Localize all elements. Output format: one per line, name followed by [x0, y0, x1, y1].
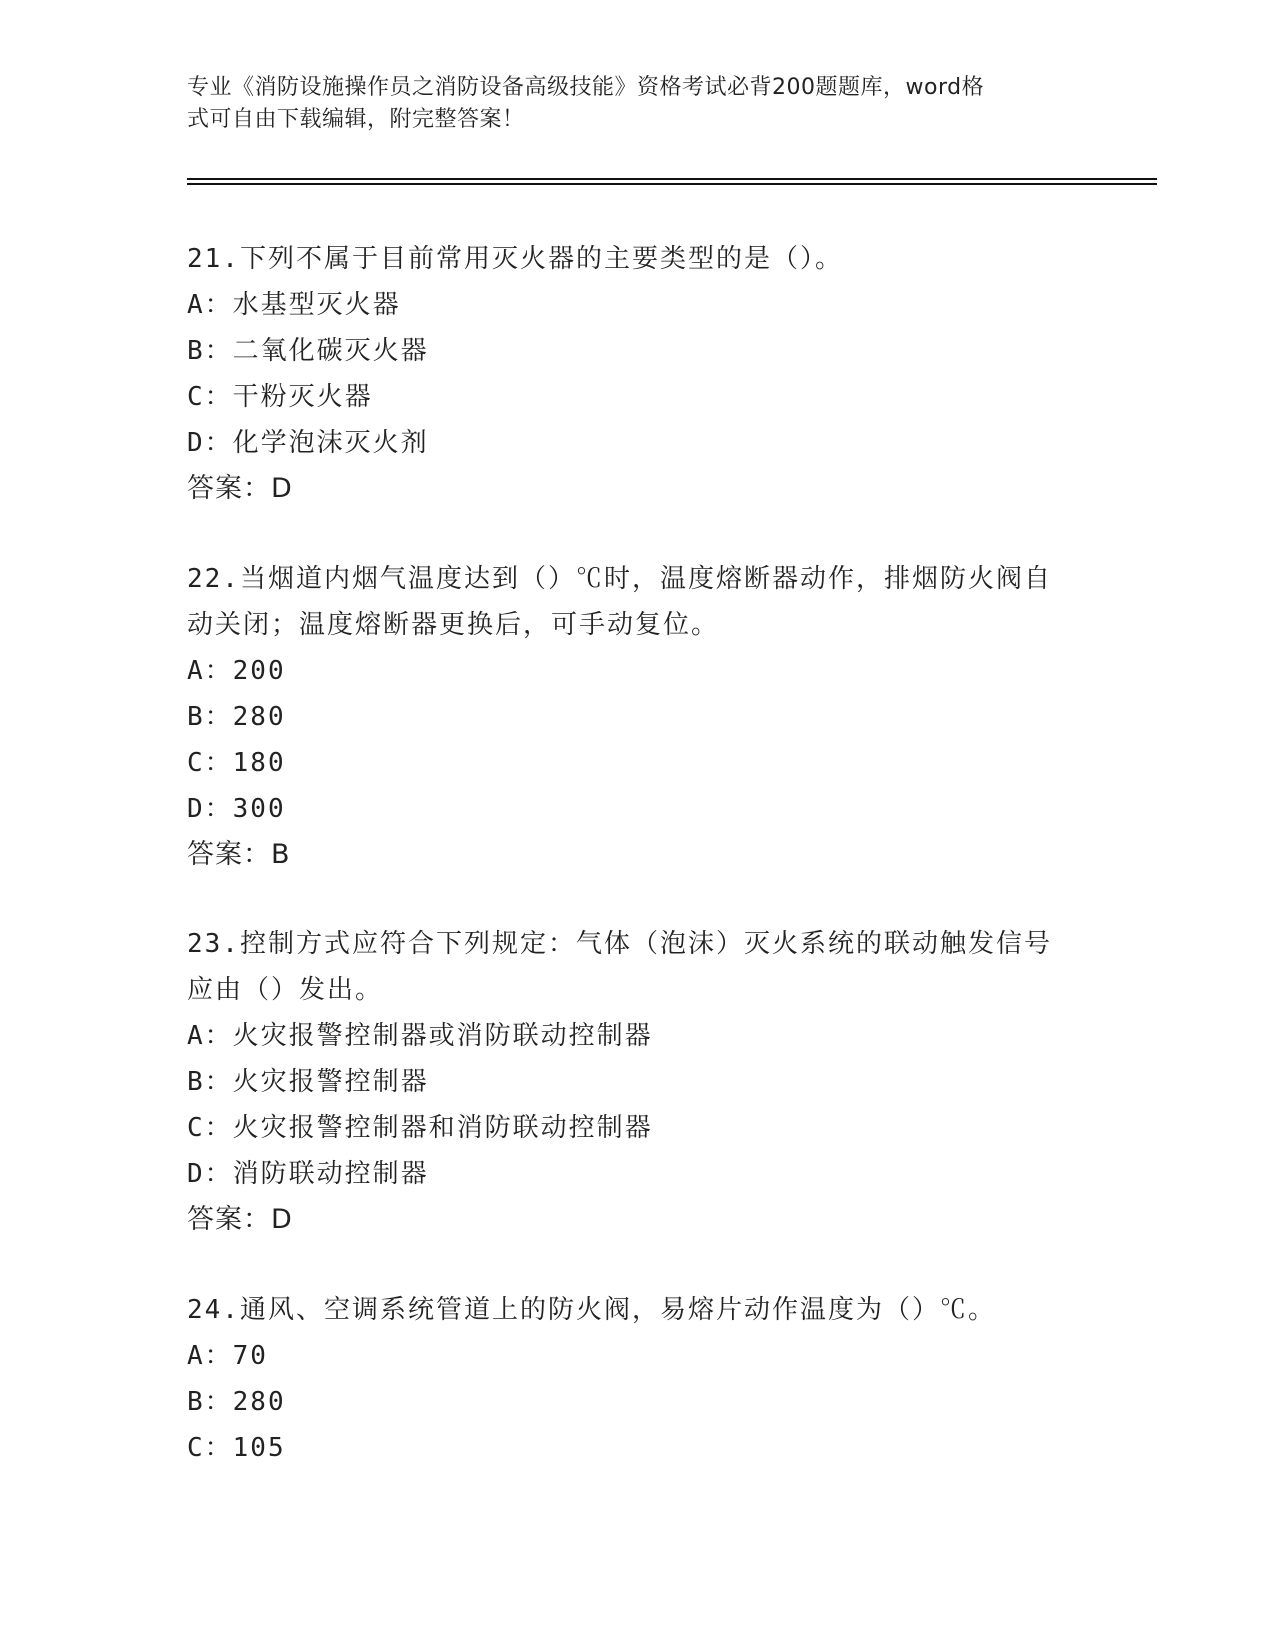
option-a: A：70 — [187, 1341, 268, 1371]
header-line-2: 式可自由下载编辑，附完整答案！ — [187, 107, 525, 132]
option-b: B：二氧化碳灭火器 — [187, 336, 429, 366]
question-stem-continued: 应由（）发出。 — [187, 975, 384, 1005]
question-stem: 22.当烟道内烟气温度达到（）℃时，温度熔断器动作，排烟防火阀自 — [187, 564, 1052, 594]
question-stem: 24.通风、空调系统管道上的防火阀，易熔片动作温度为（）℃。 — [187, 1295, 996, 1325]
option-b: B：280 — [187, 702, 286, 732]
option-a: A：200 — [187, 656, 286, 686]
option-c: C：火灾报警控制器和消防联动控制器 — [187, 1113, 653, 1143]
option-b: B：火灾报警控制器 — [187, 1067, 429, 1097]
header-divider-bottom — [187, 183, 1157, 185]
answer-line: 答案：B — [187, 839, 291, 870]
option-d: D：300 — [187, 794, 286, 824]
option-c: C：干粉灭火器 — [187, 382, 373, 412]
question-24 — [187, 1287, 1087, 1471]
option-a: A：水基型灭火器 — [187, 290, 401, 320]
question-stem: 21.下列不属于目前常用灭火器的主要类型的是（）。 — [187, 244, 843, 274]
header-divider-top — [187, 178, 1157, 180]
question-22 — [187, 556, 1087, 878]
document-header — [187, 72, 1067, 136]
question-stem-continued: 动关闭；温度熔断器更换后，可手动复位。 — [187, 610, 720, 640]
question-23 — [187, 921, 1087, 1243]
option-a: A：火灾报警控制器或消防联动控制器 — [187, 1021, 653, 1051]
option-d: D：化学泡沫灭火剂 — [187, 428, 429, 458]
question-21 — [187, 236, 1087, 512]
option-c: C：105 — [187, 1433, 286, 1463]
option-b: B：280 — [187, 1387, 286, 1417]
option-d: D：消防联动控制器 — [187, 1159, 429, 1189]
header-line-1: 专业《消防设施操作员之消防设备高级技能》资格考试必背200题题库，word格 — [187, 75, 985, 100]
option-c: C：180 — [187, 748, 286, 778]
answer-line: 答案：D — [187, 473, 293, 504]
answer-line: 答案：D — [187, 1204, 293, 1235]
question-stem: 23.控制方式应符合下列规定：气体（泡沫）灭火系统的联动触发信号 — [187, 929, 1052, 959]
